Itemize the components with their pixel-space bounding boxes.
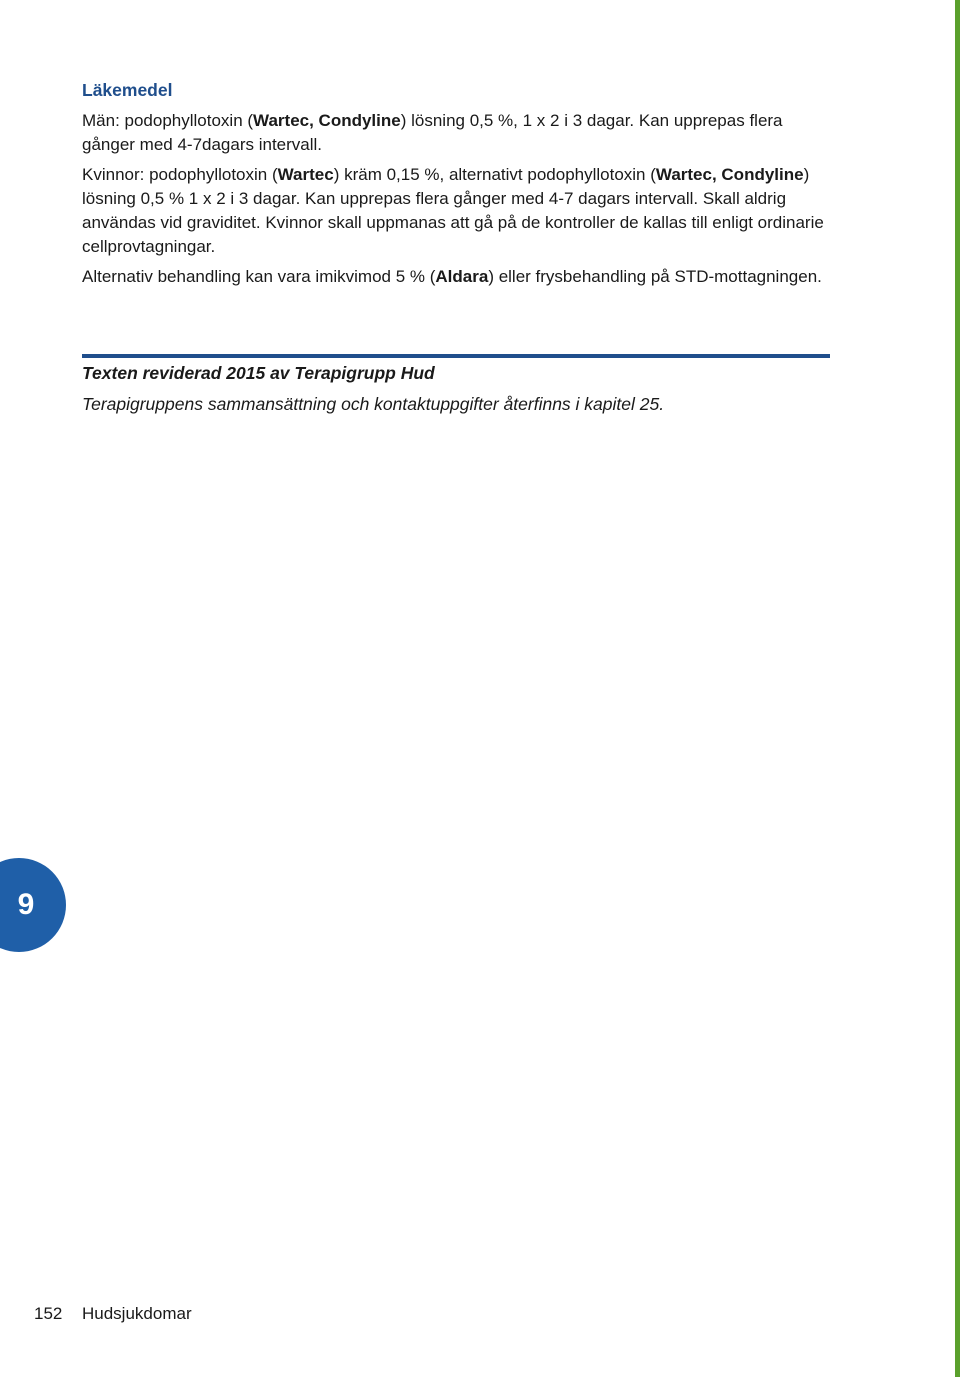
- women-drug-names-2: Wartec, Condyline: [655, 165, 804, 184]
- main-content: [82, 78, 832, 295]
- women-text-1: Kvinnor: podophyllotoxin (: [82, 165, 278, 184]
- paragraph-alternative: [82, 265, 832, 289]
- revision-note: Texten reviderad 2015 av Terapigrupp Hud: [82, 363, 435, 383]
- women-text-3: ) lösning 0,5 % 1 x 2 i 3 dagar. Kan upprepas flera gånger med 4-7 dagars intervall. Skall aldrig användas vid graviditet. Kvinnor skall uppmanas att gå på de kontroller de kallas till enligt ordinarie cellprovtagningar.: [82, 165, 824, 256]
- running-footer-title: Hudsjukdomar: [82, 1304, 192, 1323]
- paragraph-women: [82, 163, 832, 259]
- women-text-2: ) kräm 0,15 %, alternativt podophyllotoxin (: [333, 165, 656, 184]
- green-edge-bar: [955, 0, 960, 1377]
- men-text-1: Män: podophyllotoxin (: [82, 111, 254, 130]
- paragraph-men: [82, 109, 832, 157]
- contact-note: Terapigruppens sammansättning och kontaktuppgifter återfinns i kapitel 25.: [82, 394, 665, 414]
- page-number: 152: [34, 1304, 63, 1323]
- men-text-2: ) lösning 0,5 %, 1 x 2 i 3 dagar. Kan upprepas flera gånger med 4-7dagars intervall.: [82, 111, 783, 154]
- men-drug-names: Wartec, Condyline: [253, 111, 401, 130]
- section-divider: [82, 354, 830, 358]
- alt-text-2: ) eller frysbehandling på STD-mottagningen.: [488, 267, 822, 286]
- alt-text-1: Alternativ behandling kan vara imikvimod 5 % (: [82, 267, 436, 286]
- alt-drug-name: Aldara: [435, 267, 489, 286]
- women-drug-name-1: Wartec: [277, 165, 334, 184]
- section-heading: Läkemedel: [82, 80, 173, 100]
- chapter-number: 9: [17, 888, 35, 921]
